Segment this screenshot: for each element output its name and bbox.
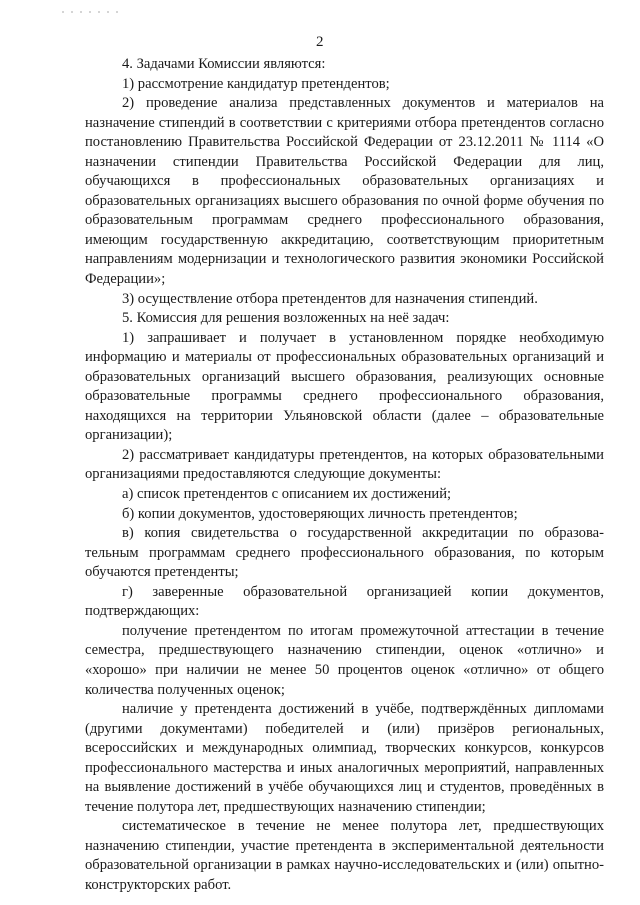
document-body [85, 55, 604, 896]
paragraph-power-2: 2) рассматривает кандидатуры претендентов, на которых образовательными организациями предоставляются следующие документы: [85, 446, 604, 483]
paragraph-task-2: 2) проведение анализа представленных документов и материалов на назначение стипендий в соответствии с критериями отбора претендентов согласно постановлению Правительства Российской Федерации от 23.12.2011 № 1114 «О назначении стипендии Правительства Российской Федерации для лиц, обучающихся в профессиональных образовательных организациях и образовательных организациях высшего образования по очной форме обучения по образовательным программам среднего профессионального образования, имеющим государственную аккредитацию, соответствующим приоритетным направлениям модернизации и технологического развития экономики Российской Федерации»; [85, 95, 604, 288]
paragraph-document-b: б) копии документов, удостоверяющих личность претендентов; [122, 505, 518, 522]
scan-artifact-marks [62, 8, 132, 16]
paragraph-document-c: в) копия свидетельства о государственной аккредитации по образова-тельным программам среднего профессионального образования, по которым обучаются претенденты; [85, 525, 604, 581]
paragraph-document-a: а) список претендентов с описанием их достижений; [122, 486, 452, 503]
paragraph-task-1: 1) рассмотрение кандидатур претендентов; [122, 75, 390, 92]
paragraph-criterion-grades: получение претендентом по итогам промежуточной аттестации в течение семестра, предшествующего назначению стипендии, оценок «отлично» и «хорошо» при наличии не менее 50 процентов оценок «отлично» от общего количества полученных оценок; [85, 622, 604, 698]
paragraph-task-3: 3) осуществление отбора претендентов для назначения стипендий. [122, 290, 538, 307]
paragraph-criterion-achievements: наличие у претендента достижений в учёбе, подтверждённых дипломами (другими документами) победителей и (или) призёров региональных, всероссийских и международных олимпиад, творческих конкурсов, конкурсов профессионального мастерства и иных аналогичных мероприятий, направленных на выявление достижений в учёбе обучающихся лиц и студентов, проведённых в течение полутора лет, предшествующих назначению стипендии; [85, 701, 604, 815]
paragraph-powers-heading: 5. Комиссия для решения возложенных на неё задач: [122, 310, 450, 327]
paragraph-document-d: г) заверенные образовательной организацией копии документов, подтверждающих: [85, 583, 604, 620]
paragraph-criterion-research: систематическое в течение не менее полутора лет, предшествующих назначению стипендии, участие претендента в экспериментальной деятельности образовательной организации в рамках научно-исследовательских и (или) опытно-конструкторских работ. [85, 818, 604, 893]
page-number: 2 [316, 34, 324, 50]
paragraph-tasks-heading: 4. Задачами Комиссии являются: [122, 56, 326, 72]
paragraph-power-1: 1) запрашивает и получает в установленном порядке необходимую информацию и материалы от профессиональных образовательных организаций и образовательных организаций высшего образования, реализующих основные образовательные программы среднего профессионального образования, находящихся на территории Ульяновской области (далее – образовательные организации); [85, 329, 604, 444]
